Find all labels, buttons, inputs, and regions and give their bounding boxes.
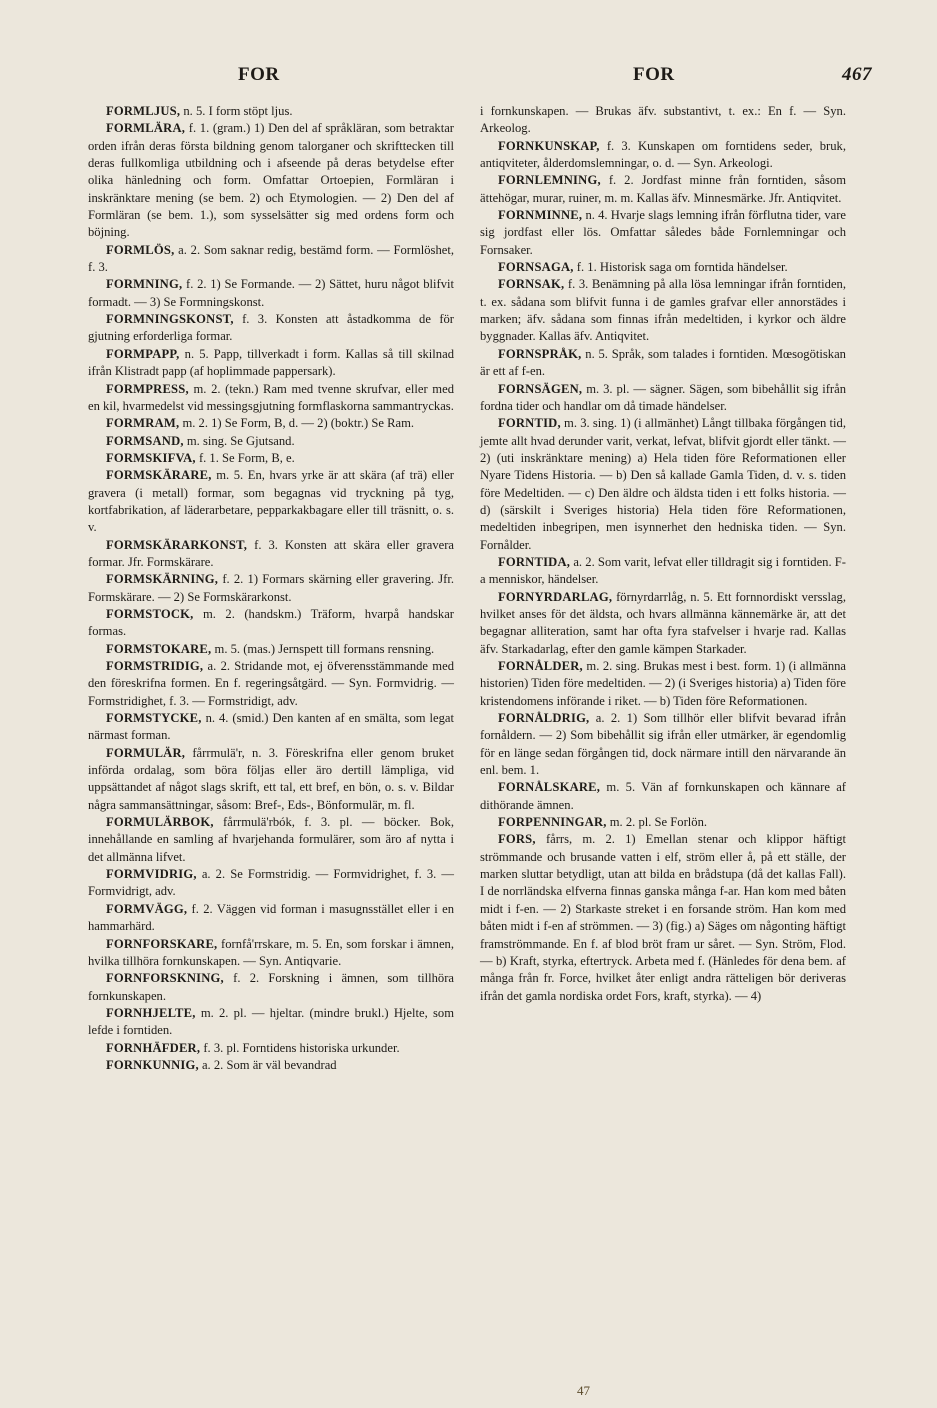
- headword: FORMNINGSKONST,: [106, 312, 234, 327]
- entry-definition: m. 5. (mas.) Jernspett till formans rensning.: [214, 641, 435, 656]
- headword: FORNKUNSKAP,: [498, 138, 600, 153]
- entry-definition: n. 4. Hvarje slags lemning ifrån förflutna tider, vare sig jordfast eller lös. Omfattar således både Fornlemningar och Fornsaker.: [480, 208, 846, 257]
- dictionary-entry: [480, 415, 846, 554]
- entry-definition: förnyrdarrlåg, n. 5. Ett fornnordiskt versslag, hvilket anses för det äldsta, och hvars allmänna kännemärke är, att det begagnar alliteration, samt har ofta fyra stafvelser i hvarje rad. Kallas äfv. Starkadarlag, efter den gamle kämpen Starkader.: [480, 589, 846, 656]
- headword: FORS,: [498, 832, 536, 847]
- entry-definition: n. 4. (smid.) Den kanten af en smälta, som legat närmast forman.: [88, 711, 454, 743]
- headword: FORMSTOCK,: [106, 606, 194, 621]
- entry-definition: a. 2. Stridande mot, ej öfverensstämmande med den föreskrifna formen. En f. regeringsåtgärd. — Syn. Formvidrig. — Formstridighet, f. 3. — Formstridigt, adv.: [88, 659, 454, 708]
- headword: FORNTIDA,: [498, 554, 571, 569]
- headword: FORMULÄRBOK,: [106, 815, 214, 830]
- running-head-left: FOR: [238, 64, 280, 85]
- dictionary-entry: [88, 242, 454, 277]
- dictionary-entry: [88, 641, 454, 658]
- entry-definition: fårrmulä'rbók, f. 3. pl. — böcker. Bok, innehållande en samling af hvarjehanda formulärer, som äro af nytta i det allmänna lifvet.: [88, 815, 454, 864]
- dictionary-entry: [480, 138, 846, 173]
- dictionary-entry: [480, 259, 846, 276]
- dictionary-entry: [480, 381, 846, 416]
- headword: FORMSTOKARE,: [106, 641, 212, 656]
- entry-definition: f. 1. (gram.) 1) Den del af språkläran, som betraktar orden ifrån deras första bildning genom talorganer och skrifttecken till deras fullkomliga utbildning och i afseende på deras betydelse efter olika hänledning och form. Omfattar Ortoepien, Formläran i inskränktare mening (se bem. 2) och Etymologien. — 2) Den del af Formläran (se bem. 1.), som sysselsätter sig med ordens form och böjning.: [88, 121, 454, 240]
- dictionary-entry: [480, 103, 846, 138]
- headword: FORNSAGA,: [498, 260, 574, 275]
- dictionary-entry: [88, 814, 454, 866]
- headword: FORMPAPP,: [106, 346, 180, 361]
- headword: FORNFORSKARE,: [106, 936, 218, 951]
- dictionary-entry: [88, 346, 454, 381]
- entry-definition: f. 3. Konsten att skära eller gravera formar. Jfr. Formskärare.: [88, 537, 455, 569]
- dictionary-entry: [480, 814, 846, 831]
- headword: FORNSPRÅK,: [498, 346, 582, 361]
- entry-definition: m. 2. 1) Se Form, B, d. — 2) (boktr.) Se Ram.: [182, 416, 415, 431]
- entry-definition: n. 5. Papp, tillverkadt i form. Kallas så till skilnad ifrån Klistradt papp (af hoplimmade pappersark).: [88, 346, 454, 379]
- entry-definition: m. 2. (handskm.) Träform, hvarpå handskar formas.: [88, 606, 454, 639]
- dictionary-entry: [480, 346, 846, 381]
- headword: FORNÅLDRIG,: [498, 711, 590, 726]
- headword: FORNHJELTE,: [106, 1005, 196, 1020]
- dictionary-entry: [88, 1057, 454, 1074]
- dictionary-entry: [88, 120, 454, 241]
- headword: FORMSKÄRARKONST,: [106, 537, 248, 552]
- entry-definition: f. 2. Jordfast minne från forntiden, såsom ättehögar, murar, ruiner, m. m. Kallas äfv. Minnesmärke. Jfr. Antiqvitet.: [480, 173, 846, 205]
- dictionary-entry: [88, 1040, 454, 1057]
- headword: FORNKUNNIG,: [106, 1057, 199, 1072]
- dictionary-entry: [88, 311, 454, 346]
- entry-definition: f. 3. pl. Forntidens historiska urkunder.: [203, 1040, 400, 1055]
- entry-definition: fårrmulä'r, n. 3. Föreskrifna eller genom bruket införda ordalag, som böra följas eller äro dertill lämpliga, vid uppsättandet af något slags skrift, ett tal, ett bref, en bön, o. s. v. Bildar några sammansättningar, såsom: Bref-, Eds-, Bönformulär, m. fl.: [88, 745, 454, 812]
- entry-definition: f. 3. Kunskapen om forntidens seder, bruk, antiqviteter, ålderdomslemningar, o. d. — Syn. Arkeologi.: [480, 138, 846, 171]
- dictionary-entry: [480, 554, 846, 589]
- entry-definition: m. 5. En, hvars yrke är att skära (af trä) eller gravera (i metall) formar, som begagnas vid tryckning på tyg, kortfabrikation, af läderarbetare, pepparkakbagare eller till träsnitt, o. s. v.: [88, 468, 454, 535]
- dictionary-entry: [480, 658, 846, 710]
- headword: FORNÅLSKARE,: [498, 780, 601, 795]
- dictionary-entry: [480, 831, 846, 1004]
- headword: FORNLEMNING,: [498, 173, 601, 188]
- dictionary-entry: [88, 1005, 454, 1040]
- dictionary-entry: [88, 866, 454, 901]
- entry-definition: f. 2. 1) Se Formande. — 2) Sättet, huru något blifvit formadt. — 3) Se Formningskonst.: [88, 277, 454, 309]
- dictionary-entry: [88, 936, 454, 971]
- left-column: [88, 103, 454, 1074]
- entry-definition: fornfå'rrskare, m. 5. En, som forskar i ämnen, hvilka tillhöra fornkunskapen. — Syn. Antiqvarie.: [88, 936, 454, 968]
- entry-definition: f. 1. Se Form, B, e.: [198, 450, 295, 465]
- dictionary-entry: [88, 103, 454, 120]
- dictionary-entry: [88, 276, 454, 311]
- entry-definition: m. sing. Se Gjutsand.: [186, 433, 295, 448]
- dictionary-entry: [480, 172, 846, 207]
- headword: FORMSAND,: [106, 433, 184, 448]
- right-column: [480, 103, 846, 1005]
- dictionary-entry: [480, 779, 846, 814]
- signature-mark: 47: [577, 1383, 590, 1398]
- entry-definition: i fornkunskapen. — Brukas äfv. substantivt, t. ex.: En f. — Syn. Arkeolog.: [480, 104, 846, 136]
- entry-definition: m. 2. pl. Se Forlön.: [609, 815, 708, 830]
- headword: FORNSAK,: [498, 277, 565, 292]
- headword: FORNHÄFDER,: [106, 1040, 201, 1055]
- entry-definition: n. 5. Språk, som talades i forntiden. Mœsogötiskan är ett af f-en.: [480, 346, 846, 379]
- entry-definition: f. 2. Väggen vid forman i masugnsstället eller i en hammarhärd.: [88, 901, 454, 934]
- entry-definition: fårrs, m. 2. 1) Emellan stenar och klippor häftigt strömmande och brusande vatten i elf, ström eller å, på ett ställe, der marken sluttar betydligt, utan att bilda en brådstupa (då det kallas Fall). I de norrländska elfverna finnas ganska många f-ar. Han kom med båten midt i f-en. — 2) Starkaste streket i en forsande ström. Han kom med båten midt i f-en af strömmen. — 3) (fig.) a) Säges om någonting häftigt framströmmande. En f. af blod bröt fram ur såret. — Syn. Ström, Flod. — b) Kraft, styrka, eftertryck. Arbeta med f. (Hänledes för dena bem. af många från fr. Force, hvilket åter enligt andra rätteligen bör deriveras ifrån det gamla nordiska ordet Fors, kraft, styrka). — 4): [480, 832, 846, 1003]
- dictionary-entry: [480, 710, 846, 779]
- dictionary-entry: [88, 571, 454, 606]
- dictionary-entry: [480, 589, 846, 658]
- entry-definition: f. 2. 1) Formars skärning eller gravering. Jfr. Formskärare. — 2) Se Formskärarkonst.: [88, 572, 454, 604]
- entry-definition: a. 2. Se Formstridig. — Formvidrighet, f. 3. — Formvidrigt, adv.: [88, 867, 454, 899]
- dictionary-entry: [88, 745, 454, 814]
- headword: FORNSÄGEN,: [498, 381, 583, 396]
- headword: FORMLÖS,: [106, 242, 175, 257]
- entry-definition: n. 5. I form stöpt ljus.: [183, 104, 293, 118]
- dictionary-entry: [88, 606, 454, 641]
- dictionary-entry: [480, 207, 846, 259]
- entry-definition: a. 2. Som är väl bevandrad: [201, 1057, 337, 1072]
- dictionary-entry: [88, 433, 454, 450]
- headword: FORMLJUS,: [106, 104, 181, 118]
- entry-definition: m. 2. sing. Brukas mest i best. form. 1) (i allmänna historien) Tiden före medeltiden. — 2) (i Sveriges historia) a) Tiden före kristendomens införande i riket. — b) Tiden före Reformationen.: [480, 659, 846, 708]
- headword: FORNÅLDER,: [498, 659, 583, 673]
- headword: FORNTID,: [498, 416, 561, 431]
- entry-definition: m. 2. pl. — hjeltar. (mindre brukl.) Hjelte, som lefde i forntiden.: [88, 1005, 454, 1038]
- dictionary-entry: [88, 467, 454, 536]
- dictionary-entry: [88, 537, 454, 572]
- headword: FORMPRESS,: [106, 381, 189, 396]
- headword: FORMSKÄRARE,: [106, 468, 212, 483]
- headword: FORMULÄR,: [106, 745, 186, 760]
- entry-definition: a. 2. Som saknar redig, bestämd form. — Formlöshet, f. 3.: [88, 242, 454, 275]
- headword: FORMSTRIDIG,: [106, 659, 204, 673]
- entry-definition: f. 3. Benämning på alla lösa lemningar ifrån forntiden, t. ex. sådana som blifvit funna i de gamles grafvar eller annorstädes i marken; äfv. sådana som finnas ifrån medeltiden, i kyrkor och äldre byggnader. Kallas äfv. Antiqvitet.: [480, 277, 846, 344]
- headword: FORMSTYCKE,: [106, 711, 202, 726]
- headword: FORMRAM,: [106, 416, 180, 431]
- dictionary-entry: [88, 450, 454, 467]
- headword: FORMNING,: [106, 277, 183, 292]
- running-head-right: FOR: [633, 64, 675, 85]
- dictionary-entry: [88, 901, 454, 936]
- entry-definition: m. 3. sing. 1) (i allmänhet) Långt tillbaka förgången tid, jemte allt hvad derunder varit, verkat, lefvat, blifvit gjordt eller tänkt. — 2) (uti inskränktare mening) a) Hela tiden före Reformationen eller Nyare Tidens Historia. — b) Den så kallade Gamla Tiden, d. v. s. tiden före Medeltiden. — c) Den äldre och äldsta tiden i ett folks historia. — d) (särskilt i Sveriges historia) Hela tiden före Reformationen, medeltiden inbegripen, men isynnerhet den hedniska tiden. — Syn. Fornålder.: [480, 416, 846, 552]
- dictionary-entry: [88, 710, 454, 745]
- entry-definition: f. 2. Forskning i ämnen, som tillhöra fornkunskapen.: [88, 971, 454, 1003]
- dictionary-entry: [480, 276, 846, 345]
- headword: FORNFORSKNING,: [106, 971, 224, 986]
- headword: FORPENNINGAR,: [498, 815, 607, 830]
- headword: FORMSKÄRNING,: [106, 572, 219, 587]
- headword: FORNMINNE,: [498, 208, 583, 223]
- entry-definition: m. 3. pl. — sägner. Sägen, som bibehållit sig ifrån fordna tider och handlar om då timade händelser.: [480, 381, 846, 413]
- entry-definition: f. 1. Historisk saga om forntida händelser.: [576, 260, 788, 275]
- headword: FORMSKIFVA,: [106, 450, 196, 465]
- entry-definition: m. 5. Vän af fornkunskapen och kännare af dithörande ämnen.: [480, 780, 846, 812]
- entry-definition: a. 2. 1) Som tillhör eller blifvit bevarad ifrån fornåldern. — 2) Som bibehållit sig ifrån eller utmärker, är egendomlig för en länge sedan förgången tid, dock närmare intill den närvarande än enl. bem. 1.: [480, 711, 846, 778]
- page-number: 467: [842, 64, 872, 85]
- headword: FORMVÄGG,: [106, 901, 188, 916]
- dictionary-entry: [88, 381, 454, 416]
- dictionary-entry: [88, 970, 454, 1005]
- headword: FORMVIDRIG,: [106, 867, 197, 882]
- entry-definition: f. 3. Konsten att åstadkomma de för gjutning erforderliga formar.: [88, 312, 455, 344]
- dictionary-entry: [88, 415, 454, 432]
- entry-definition: m. 2. (tekn.) Ram med tvenne skrufvar, eller med en kil, hvarmedelst vid messingsgjutning formflaskorna sammantryckas.: [88, 381, 454, 413]
- headword: FORNYRDARLAG,: [498, 589, 613, 604]
- entry-definition: a. 2. Som varit, lefvat eller tilldragit sig i forntiden. F-a menniskor, händelser.: [480, 554, 847, 587]
- dictionary-entry: [88, 658, 454, 710]
- headword: FORMLÄRA,: [106, 121, 186, 136]
